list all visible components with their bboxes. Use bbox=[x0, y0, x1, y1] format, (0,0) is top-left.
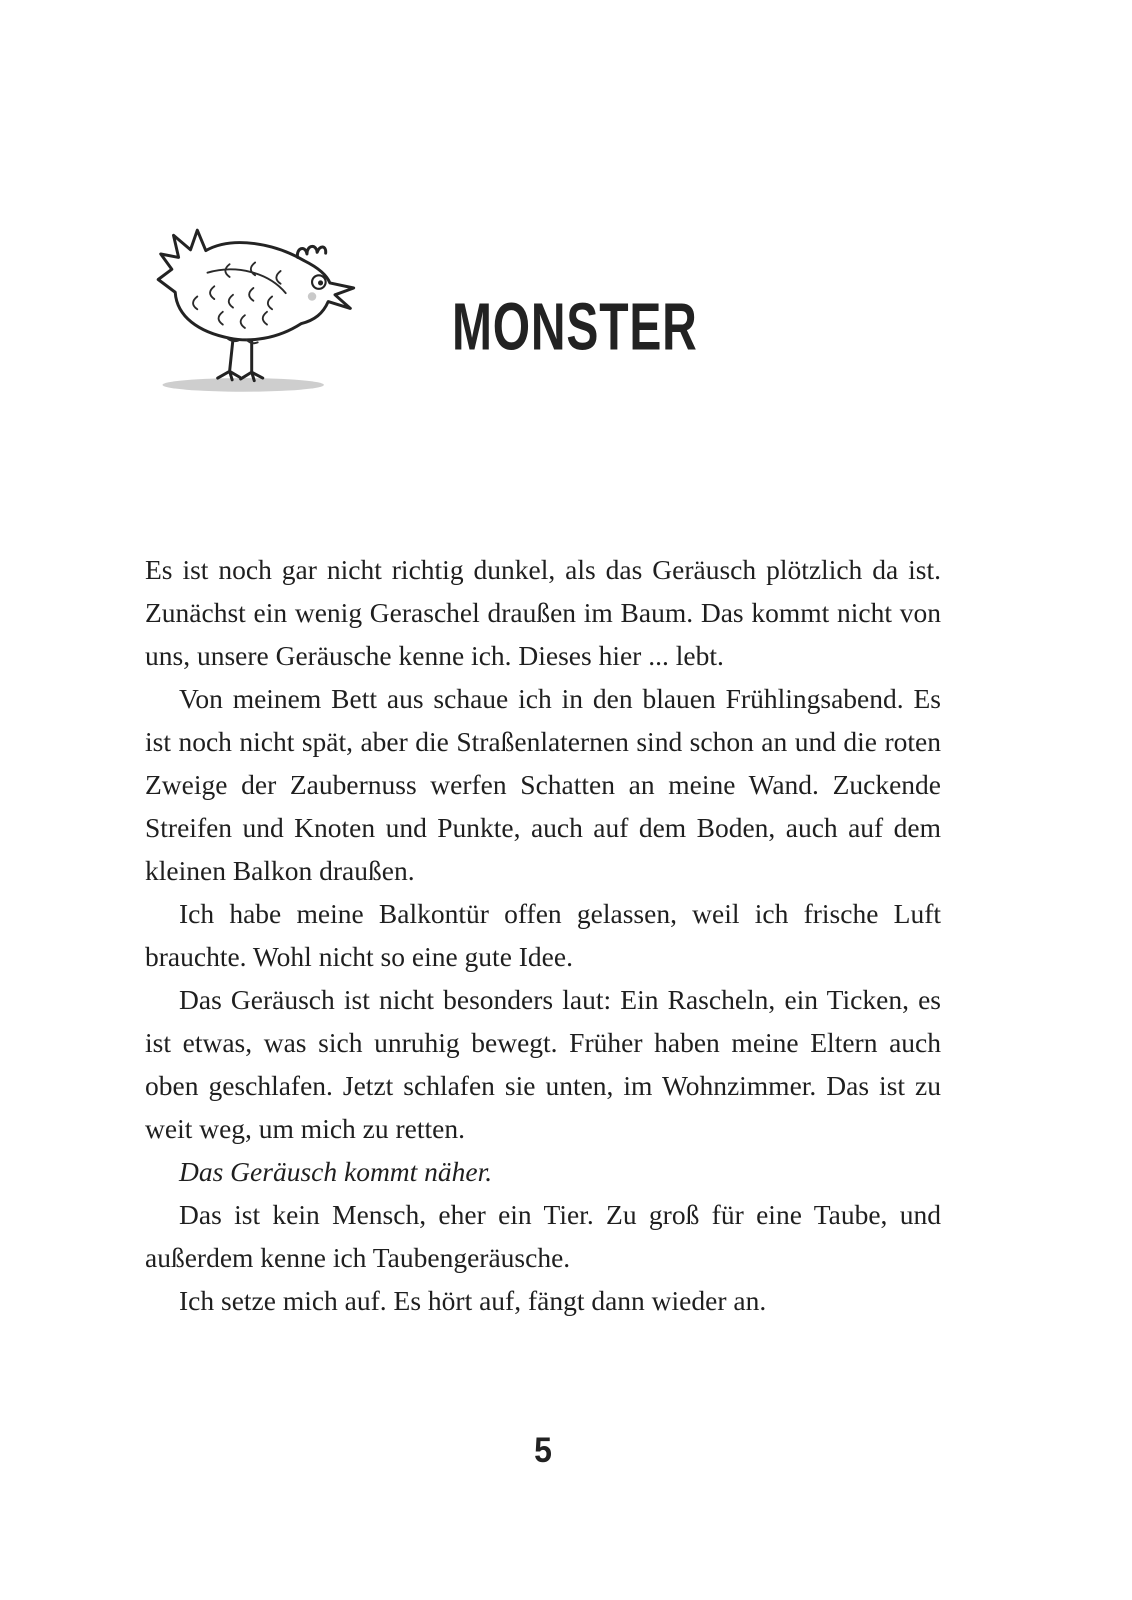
chicken-illustration bbox=[148, 210, 403, 400]
body-paragraph: Von meinem Bett aus schaue ich in den blauen Frühlingsabend. Es ist noch nicht spät, aber die Straßenlaternen sind schon an und die roten Zweige der Zaubernuss werfen Schatten an meine Wand. Zuckende Streifen und Knoten und Punkte, auch auf dem Boden, auch auf dem kleinen Balkon draußen. bbox=[145, 683, 941, 886]
page-number: 5 bbox=[534, 1430, 552, 1470]
cheek bbox=[308, 292, 317, 301]
body-paragraph: Das Geräusch kommt näher. bbox=[179, 1156, 493, 1187]
body-paragraph: Ich habe meine Balkontür offen gelassen, weil ich frische Luft brauchte. Wohl nicht so eine gute Idee. bbox=[145, 898, 941, 972]
shadow-shape bbox=[162, 378, 324, 392]
body-paragraph: Es ist noch gar nicht richtig dunkel, als das Geräusch plötzlich da ist. Zunächst ein wenig Geraschel draußen im Baum. Das kommt nicht von uns, unsere Geräusche kenne ich. Dieses hier ... lebt. bbox=[145, 554, 941, 671]
chicken-icon bbox=[148, 210, 403, 400]
legs bbox=[218, 339, 263, 381]
body-paragraph: Das ist kein Mensch, eher ein Tier. Zu groß für eine Taube, und außerdem kenne ich Taubengeräusche. bbox=[145, 1199, 941, 1273]
body-text bbox=[145, 548, 941, 1322]
pupil bbox=[318, 280, 323, 285]
body-paragraph: Das Geräusch ist nicht besonders laut: Ein Rascheln, ein Ticken, es ist etwas, was sich unruhig bewegt. Früher haben meine Eltern auch oben geschlafen. Jetzt schlafen sie unten, im Wohnzimmer. Das ist zu weit weg, um mich zu retten. bbox=[145, 984, 941, 1144]
body-paragraph: Ich setze mich auf. Es hört auf, fängt dann wieder an. bbox=[179, 1285, 767, 1316]
chapter-title: MONSTER bbox=[452, 289, 698, 365]
comb bbox=[297, 246, 325, 257]
